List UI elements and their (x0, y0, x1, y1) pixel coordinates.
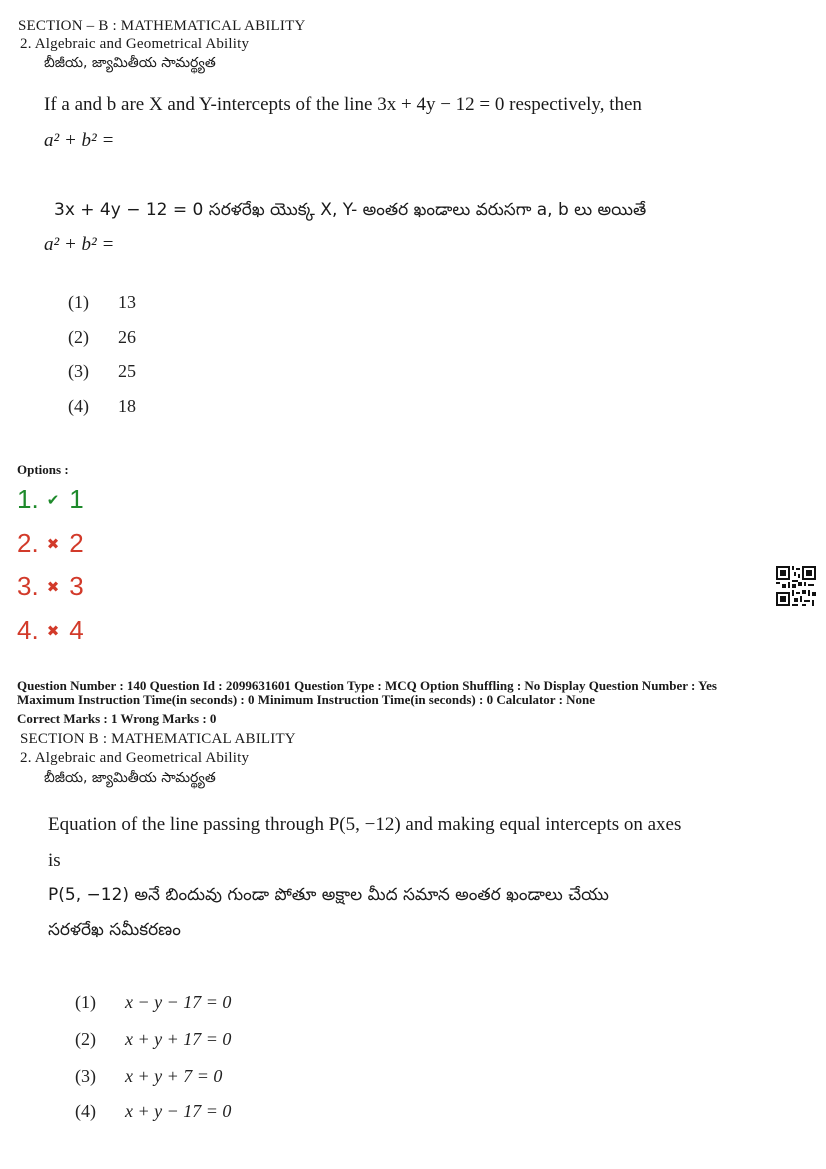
cross-icon: ✖ (46, 622, 60, 640)
choice-item: (4) 18 (68, 396, 136, 416)
marks-info: Correct Marks : 1 Wrong Marks : 0 (17, 711, 217, 726)
question-text-telugu: P(5, −12) అనే బిందువు గుండా పోతూ అక్షాల మీద సమాన అంతర ఖండాలు చేయు (48, 885, 609, 905)
choice-item: (3) x + y + 7 = 0 (75, 1066, 223, 1086)
cross-icon: ✖ (46, 578, 60, 596)
question-text-telugu-cont: a² + b² = (44, 234, 115, 255)
options-label: Options : (17, 462, 69, 477)
option-wrong[interactable]: 2. ✖ 2 (17, 528, 84, 558)
choice-item: (2) 26 (68, 327, 136, 347)
option-wrong[interactable]: 4. ✖ 4 (17, 615, 84, 645)
option-correct[interactable]: 1. ✔ 1 (17, 484, 84, 514)
subject-title-telugu: బీజీయ, జ్యామితీయ సామర్థ్యత (44, 770, 216, 786)
question-meta: Maximum Instruction Time(in seconds) : 0 Minimum Instruction Time(in seconds) : 0 Calculator : None (17, 692, 596, 707)
question-meta: Question Number : 140 Question Id : 2099631601 Question Type : MCQ Option Shuffling : No Display Question Number : Yes (17, 678, 717, 693)
question-text-english: If a and b are X and Y-intercepts of the line 3x + 4y − 12 = 0 respectively, then (44, 94, 642, 115)
choice-item: (1) 13 (68, 292, 136, 312)
section-header: SECTION B : MATHEMATICAL ABILITY (20, 731, 296, 747)
option-wrong[interactable]: 3. ✖ 3 (17, 571, 84, 601)
subject-title-telugu: బీజీయ, జ్యామితీయ సామర్థ్యత (44, 55, 216, 71)
question-text-english-cont: is (48, 850, 61, 871)
check-icon: ✔ (46, 491, 60, 509)
question-text-english-cont: a² + b² = (44, 130, 115, 151)
choice-item: (4) x + y − 17 = 0 (75, 1101, 232, 1121)
choice-item: (3) 25 (68, 361, 136, 381)
choice-item: (2) x + y + 17 = 0 (75, 1029, 232, 1049)
qr-code-icon (776, 566, 816, 606)
question-text-telugu: 3x + 4y − 12 = 0 సరళరేఖ యొక్క X, Y- అంతర ఖండాలు వరుసగా a, b లు అయితే (54, 200, 647, 220)
section-header: SECTION – B : MATHEMATICAL ABILITY (18, 18, 306, 34)
choice-item: (1) x − y − 17 = 0 (75, 992, 232, 1012)
subject-title: 2. Algebraic and Geometrical Ability (20, 36, 250, 52)
cross-icon: ✖ (46, 535, 60, 553)
question-text-english: Equation of the line passing through P(5, −12) and making equal intercepts on axes (48, 814, 682, 835)
question-text-telugu-cont: సరళరేఖ సమీకరణం (48, 920, 181, 940)
subject-title: 2. Algebraic and Geometrical Ability (20, 750, 250, 766)
